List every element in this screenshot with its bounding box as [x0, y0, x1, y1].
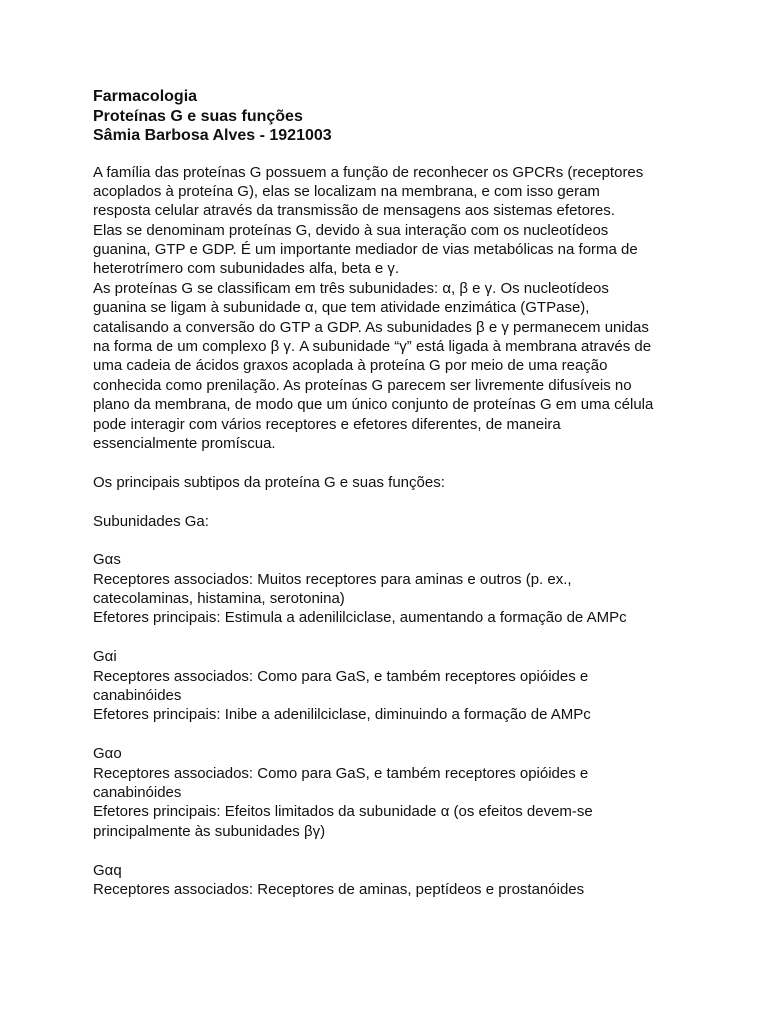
- text-line: Receptores associados: Muitos receptores para aminas e outros (p. ex.,: [93, 570, 572, 588]
- text-line: As proteínas G se classificam em três subunidades: α, β e γ. Os nucleotídeos: [93, 279, 609, 297]
- text-line: Receptores associados: Receptores de aminas, peptídeos e prostanóides: [93, 880, 585, 898]
- document-title: Proteínas G e suas funções: [93, 107, 303, 125]
- text-line: plano da membrana, de modo que um único conjunto de proteínas G em uma célula: [93, 396, 654, 414]
- text-line: heterotrímero com subunidades alfa, beta e γ.: [93, 260, 400, 278]
- text-line: conhecida como prenilação. As proteínas G parecem ser livremente difusíveis no: [93, 376, 632, 394]
- subtype-gai: [93, 647, 713, 725]
- text-line: guanina, GTP e GDP. É um importante mediador de vias metabólicas na forma de: [93, 241, 638, 259]
- text-line: Efetores principais: Estimula a adenililciclase, aumentando a formação de AMPc: [93, 609, 627, 627]
- subtypes-heading: Os principais subtipos da proteína G e suas funções:: [93, 473, 445, 491]
- document-body: [93, 87, 713, 899]
- text-line: Elas se denominam proteínas G, devido à sua interação com os nucleotídeos: [93, 221, 609, 239]
- subtype-name: Gαs: [93, 551, 121, 569]
- subtype-gas: [93, 550, 713, 628]
- author-line: Sâmia Barbosa Alves - 1921003: [93, 127, 332, 144]
- subtype-gao: [93, 744, 713, 841]
- text-line: uma cadeia de ácidos graxos acoplada à proteína G por meio de uma reação: [93, 357, 608, 375]
- text-line: canabinóides: [93, 784, 182, 801]
- subtype-name: Gαo: [93, 745, 122, 763]
- text-line: essencialmente promíscua.: [93, 434, 276, 452]
- subtype-name: Gαq: [93, 861, 122, 879]
- text-line: Efetores principais: Inibe a adenililciclase, diminuindo a formação de AMPc: [93, 706, 591, 724]
- subunits-heading: Subunidades Ga:: [93, 512, 209, 530]
- course-title: Farmacologia: [93, 88, 198, 105]
- text-line: pode interagir com vários receptores e efetores diferentes, de maneira: [93, 415, 561, 433]
- text-line: catecolaminas, histamina, serotonina): [93, 590, 345, 608]
- text-line: na forma de um complexo β γ. A subunidade “γ” está ligada à membrana através de: [93, 338, 652, 356]
- text-line: resposta celular através da transmissão de mensagens aos sistemas efetores.: [93, 202, 615, 220]
- text-line: A família das proteínas G possuem a função de reconhecer os GPCRs (receptores: [93, 163, 644, 181]
- text-line: catalisando a conversão do GTP a GDP. As subunidades β e γ permanecem unidas: [93, 318, 649, 336]
- text-line: Efetores principais: Efeitos limitados da subunidade α (os efeitos devem-se: [93, 803, 593, 821]
- subtype-gaq: [93, 861, 713, 900]
- text-line: Receptores associados: Como para GaS, e também receptores opióides e: [93, 764, 589, 782]
- text-line: acoplados à proteína G), elas se localizam na membrana, e com isso geram: [93, 182, 600, 200]
- subtype-name: Gαi: [93, 648, 117, 666]
- text-line: Receptores associados: Como para GaS, e também receptores opióides e: [93, 667, 589, 685]
- text-line: principalmente às subunidades βγ): [93, 822, 326, 840]
- text-line: guanina se ligam à subunidade α, que tem atividade enzimática (GTPase),: [93, 299, 590, 317]
- intro-paragraph: [93, 163, 713, 454]
- text-line: canabinóides: [93, 687, 182, 705]
- document-header: [93, 87, 713, 146]
